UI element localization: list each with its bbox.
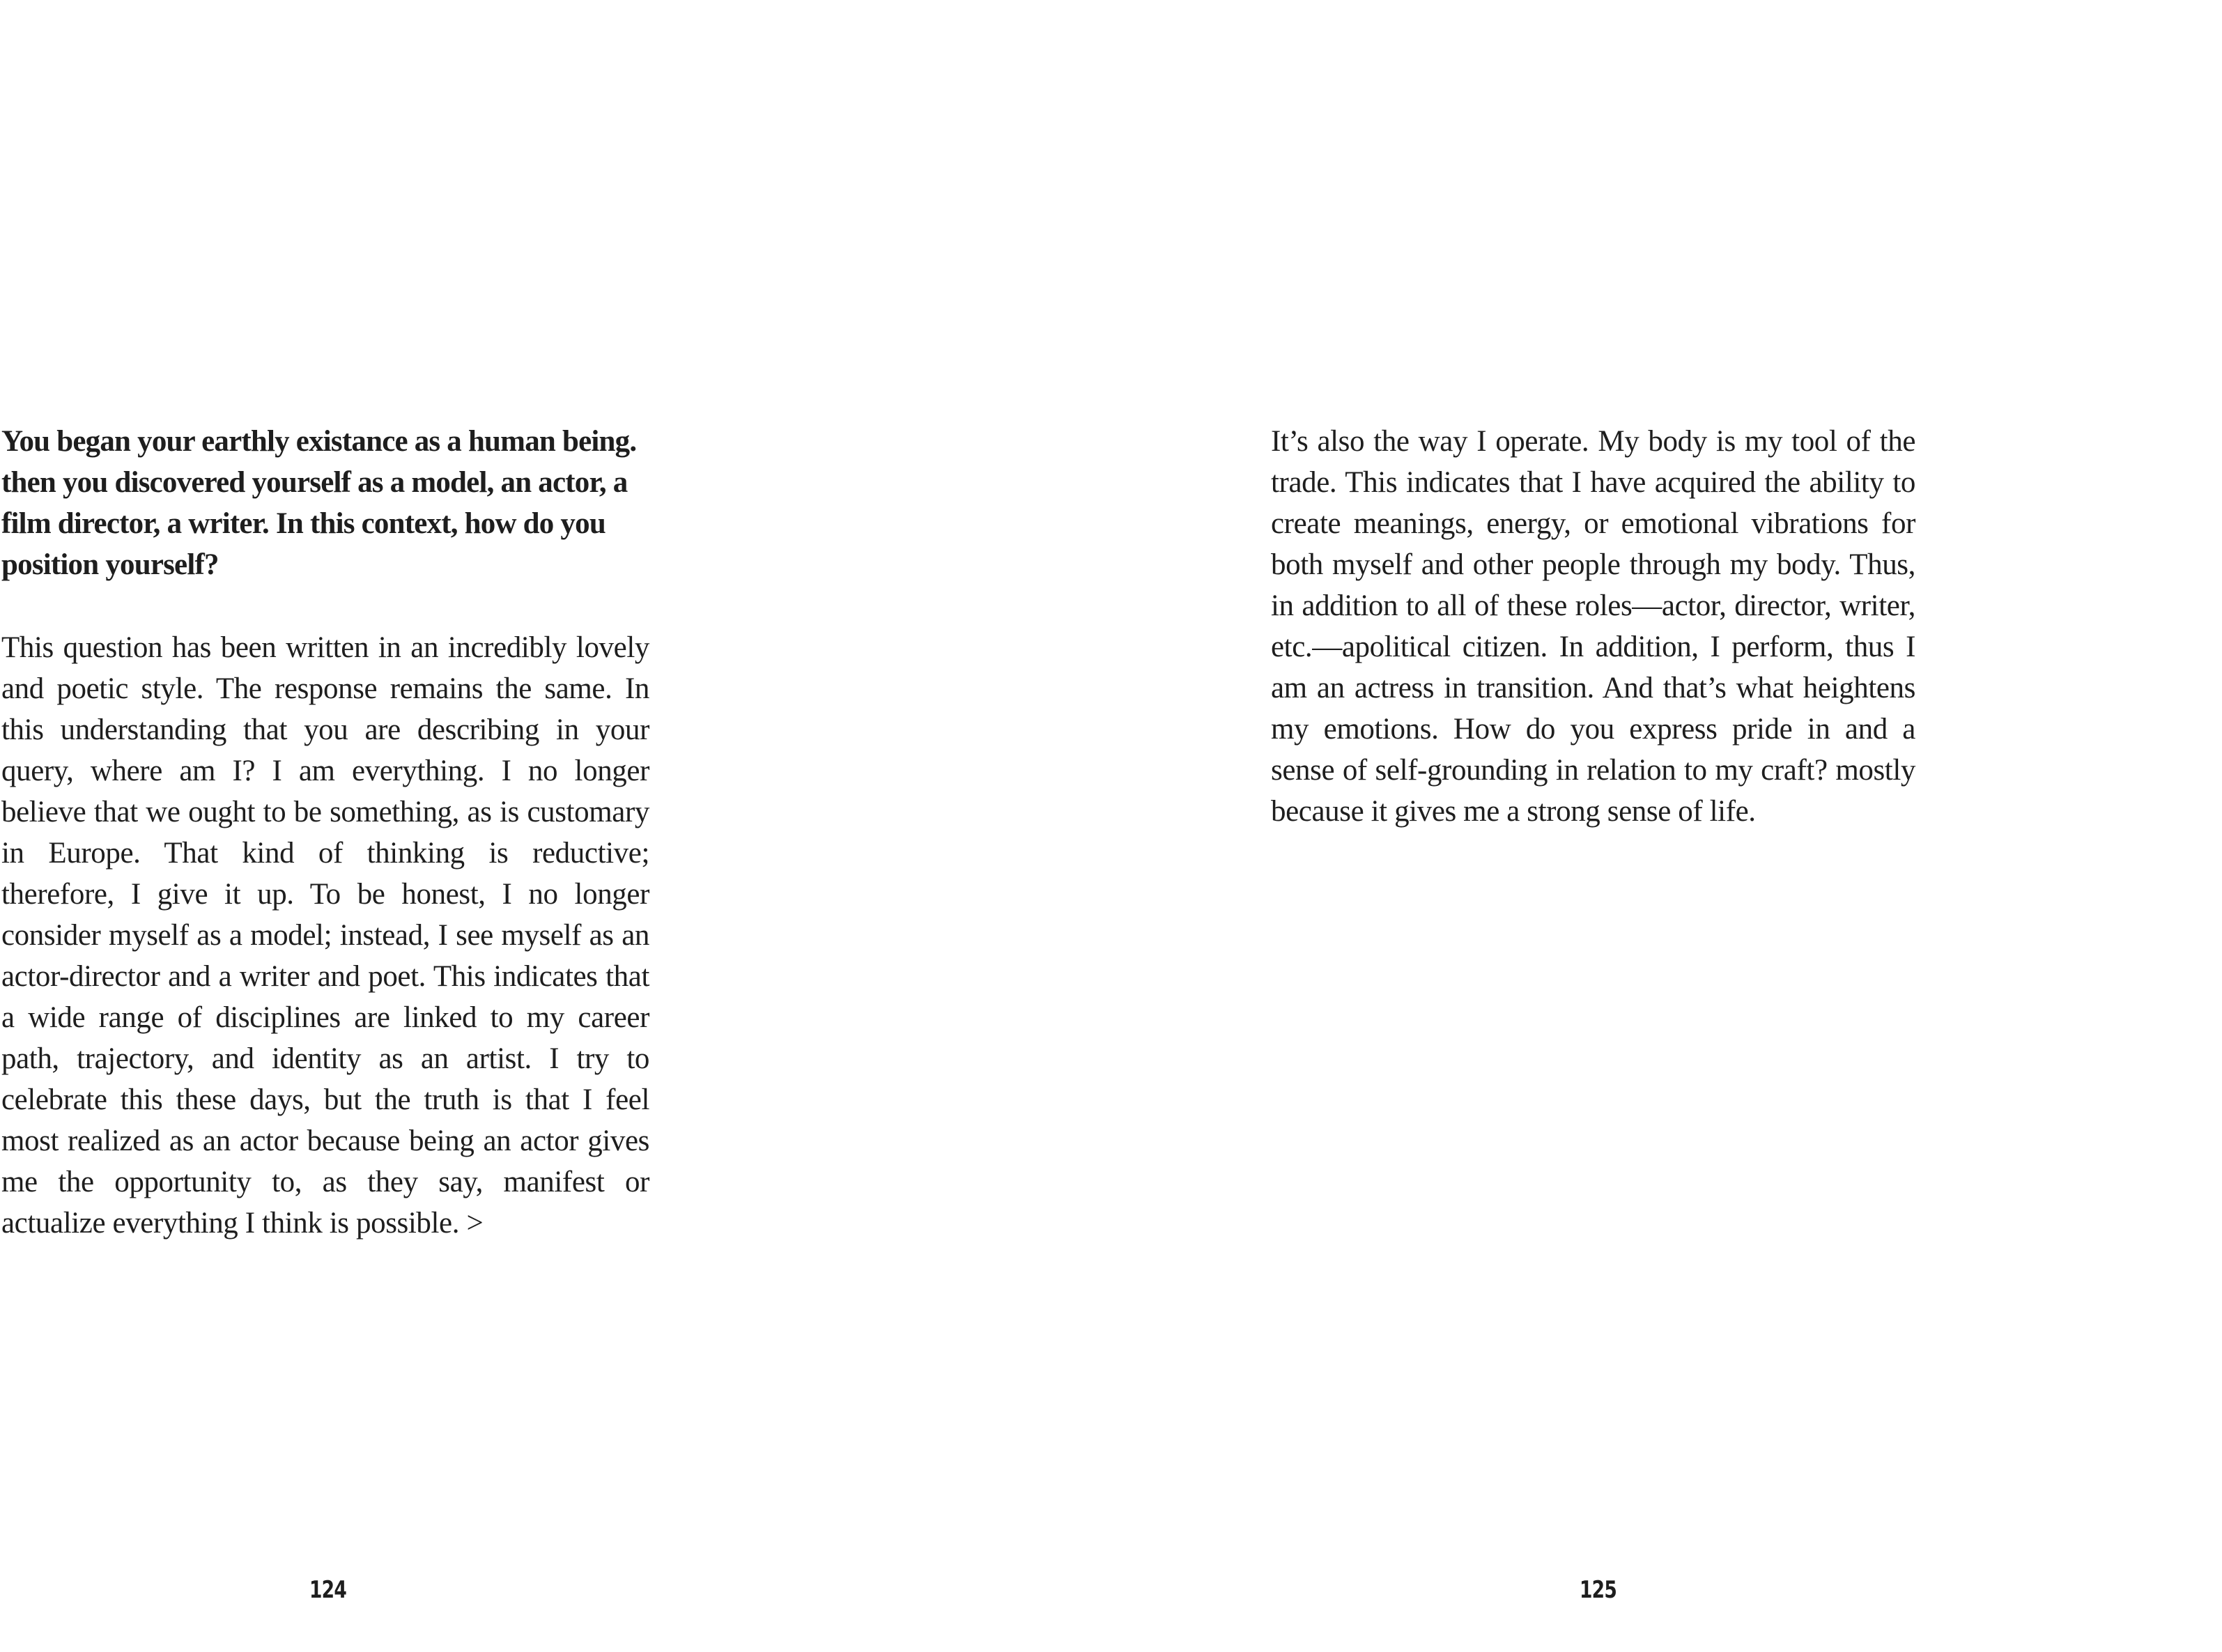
interview-answer: This question has been written in an incredibly lovely and poetic style. The response remains the same. In this understanding that you are describing in your query, where am I? I am everything. I no longer believe that we ought to be something, as is customary in Europe. That kind of thinking is reductive; therefore, I give it up. To be honest, I no longer consider myself as a model; instead, I see myself as an actor-director and a writer and poet. This indicates that a wide range of disciplines are linked to my career path, trajectory, and identity as an artist. I try to celebrate this these days, but the truth is that I feel most realized as an actor because being an actor gives me the opportunity to, as they say, manifest or actualize everything I think is possible. > [1,631,649,1240]
page-number-right: 125 [1580,1576,1617,1604]
left-text-column [1,421,649,1244]
interview-question: You began your earthly existance as a human being. then you discovered yourself as a model, an actor, a film director, a writer. In this context, how do you position yourself? [1,425,637,581]
right-text-column [1271,421,1915,832]
right-page [1111,0,2222,1652]
page-number-left: 124 [309,1576,347,1604]
answer-continuation: It’s also the way I operate. My body is my tool of the trade. This indicates that I have acquired the ability to create meanings, energy, or emotional vibrations for both myself and other people through my body. Thus, in addition to all of these roles—actor, director, writer, etc.—apolitical citizen. In addition, I perform, thus I am an actress in transition. And that’s what heightens my emotions. How do you express pride in and a sense of self-grounding in relation to my craft? mostly because it gives me a strong sense of life. [1271,425,1915,828]
